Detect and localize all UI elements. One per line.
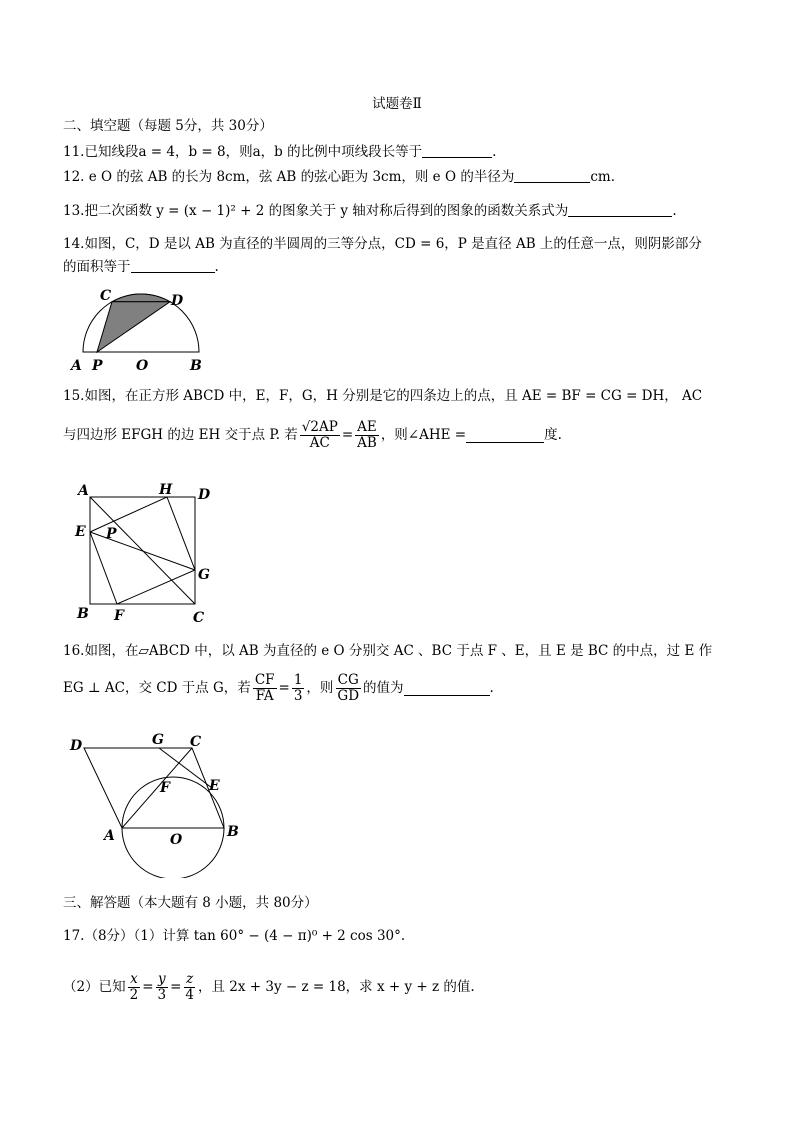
fraction-1-over-3: $\frac{1}{3}$ xyxy=(293,672,303,704)
answer-blank-12[interactable] xyxy=(514,168,590,183)
question-16-text-c: 的值为 xyxy=(363,679,404,696)
question-11-end: . xyxy=(492,144,497,160)
diagonal-AC xyxy=(122,748,192,828)
label-C: C xyxy=(193,610,205,626)
question-16-text-a: EG ⊥ AC，交 CD 于点 G，若 xyxy=(63,679,251,696)
question-13-end: . xyxy=(672,203,677,219)
section-fill-in-heading: 二、填空题（每题 5分，共 30分） xyxy=(63,118,273,134)
label-B: B xyxy=(190,358,202,374)
question-12 xyxy=(63,168,615,186)
question-13 xyxy=(63,202,677,220)
label-F: F xyxy=(114,608,124,624)
question-15-line1: 15.如图，在正方形 ABCD 中，E，F，G，H 分别是它的四条边上的点，且 AE = BF = CG = DH， AC xyxy=(63,388,703,404)
parallelogram-ABCD xyxy=(84,748,224,828)
question-15-end: 度. xyxy=(544,426,562,443)
fraction-y-over-3: $\frac{y}{3}$ xyxy=(157,971,167,1003)
question-16-line2: EG ⊥ AC，交 CD 于点 G，若 $\frac{CF}{FA}$ = $\frac{1}{3}$ ，则 $\frac{CG}{GD}$ 的值为 . xyxy=(63,672,494,704)
fraction-z-over-4: $\frac{z}{4}$ xyxy=(185,971,194,1003)
question-16-text-b: ，则 xyxy=(306,679,334,696)
question-11 xyxy=(63,143,496,161)
label-P: P xyxy=(106,526,117,542)
fraction-x-over-2: $\frac{x}{2}$ xyxy=(129,971,139,1003)
label-H: H xyxy=(159,482,173,498)
label-A: A xyxy=(104,828,115,844)
question-14-text: 的面积等于 xyxy=(63,259,131,275)
shaded-segment xyxy=(112,294,170,302)
question-15-text-b: ，则∠AHE = xyxy=(380,426,467,443)
question-13-text: 13.把二次函数 y = (x − 1)² + 2 的图象关于 y 轴对称后得到的图象的函数关系式为 xyxy=(63,203,569,219)
section-solutions-heading: 三、解答题（本大题有 8 小题，共 80分） xyxy=(63,895,318,911)
answer-blank-16[interactable] xyxy=(404,681,490,696)
question-17-text-b: ，且 2x + 3y − z = 18，求 x + y + z 的值. xyxy=(198,978,475,995)
answer-blank-15[interactable] xyxy=(466,428,544,443)
label-F: F xyxy=(160,780,170,796)
question-15-line2: 与四边形 EFGH 的边 EH 交于点 P. 若 $\frac{√2AP}{AC}$ = $\frac{AE}{AB}$ ，则∠AHE = 度. xyxy=(63,419,562,451)
question-14-line1: 14.如图，C，D 是以 AB 为直径的半圆周的三等分点，CD = 6，P 是直径 AB 上的任意一点，则阴影部分 xyxy=(63,236,702,252)
label-A: A xyxy=(71,358,82,374)
label-G: G xyxy=(198,567,210,583)
label-P: P xyxy=(92,358,103,374)
question-12-end: cm. xyxy=(590,169,615,185)
label-C: C xyxy=(190,734,202,750)
label-D: D xyxy=(198,487,211,503)
fraction-CF-over-FA: $\frac{CF}{FA}$ xyxy=(254,672,275,704)
label-G: G xyxy=(152,732,164,748)
label-C: C xyxy=(100,288,112,304)
fraction-CG-over-GD: $\frac{CG}{GD}$ xyxy=(337,672,360,704)
label-B: B xyxy=(77,606,89,622)
answer-blank-14[interactable] xyxy=(131,258,215,273)
figure-16-parallelogram xyxy=(62,728,252,878)
question-15-text-a: 与四边形 EFGH 的边 EH 交于点 P. 若 xyxy=(63,426,298,443)
label-A: A xyxy=(78,483,89,499)
label-E: E xyxy=(75,524,86,540)
question-16-end: . xyxy=(489,679,494,696)
question-11-text: 11.已知线段a = 4，b = 8，则a，b 的比例中项线段长等于 xyxy=(63,144,423,160)
answer-blank-11[interactable] xyxy=(422,143,492,158)
question-14-end: . xyxy=(214,259,219,275)
fraction-AE-over-AB: $\frac{AE}{AB}$ xyxy=(357,419,377,451)
answer-blank-13[interactable] xyxy=(568,202,672,217)
label-O: O xyxy=(136,358,149,374)
question-12-text: 12. e O 的弦 AB 的长为 8cm，弦 AB 的弦心距为 3cm，则 e O 的半径为 xyxy=(63,169,515,185)
label-E: E xyxy=(209,778,220,794)
question-17-part2: （2）已知 $\frac{x}{2}$ = $\frac{y}{3}$ = $\frac{z}{4}$ ，且 2x + 3y − z = 18，求 x + y + z 的值. xyxy=(63,971,475,1003)
question-17-part1: 17.（8分）（1）计算 tan 60° − (4 − π)⁰ + 2 cos 30°. xyxy=(63,928,406,944)
question-14-line2 xyxy=(63,258,219,276)
label-D: D xyxy=(171,293,184,309)
figure-14-semicircle xyxy=(60,282,220,377)
question-17-text-a: （2）已知 xyxy=(63,978,126,995)
page-title: 试题卷Ⅱ xyxy=(372,96,422,112)
label-O: O xyxy=(170,832,183,848)
shaded-triangle xyxy=(97,302,170,352)
question-16-line1: 16.如图，在▱ABCD 中，以 AB 为直径的 e O 分别交 AC 、BC 于点 F 、E，且 E 是 BC 的中点，过 E 作 xyxy=(63,643,713,659)
label-D: D xyxy=(70,738,83,754)
fraction-sqrt2AP-over-AC: $\frac{√2AP}{AC}$ xyxy=(301,419,338,451)
label-B: B xyxy=(227,824,239,840)
figure-15-square xyxy=(70,480,220,628)
